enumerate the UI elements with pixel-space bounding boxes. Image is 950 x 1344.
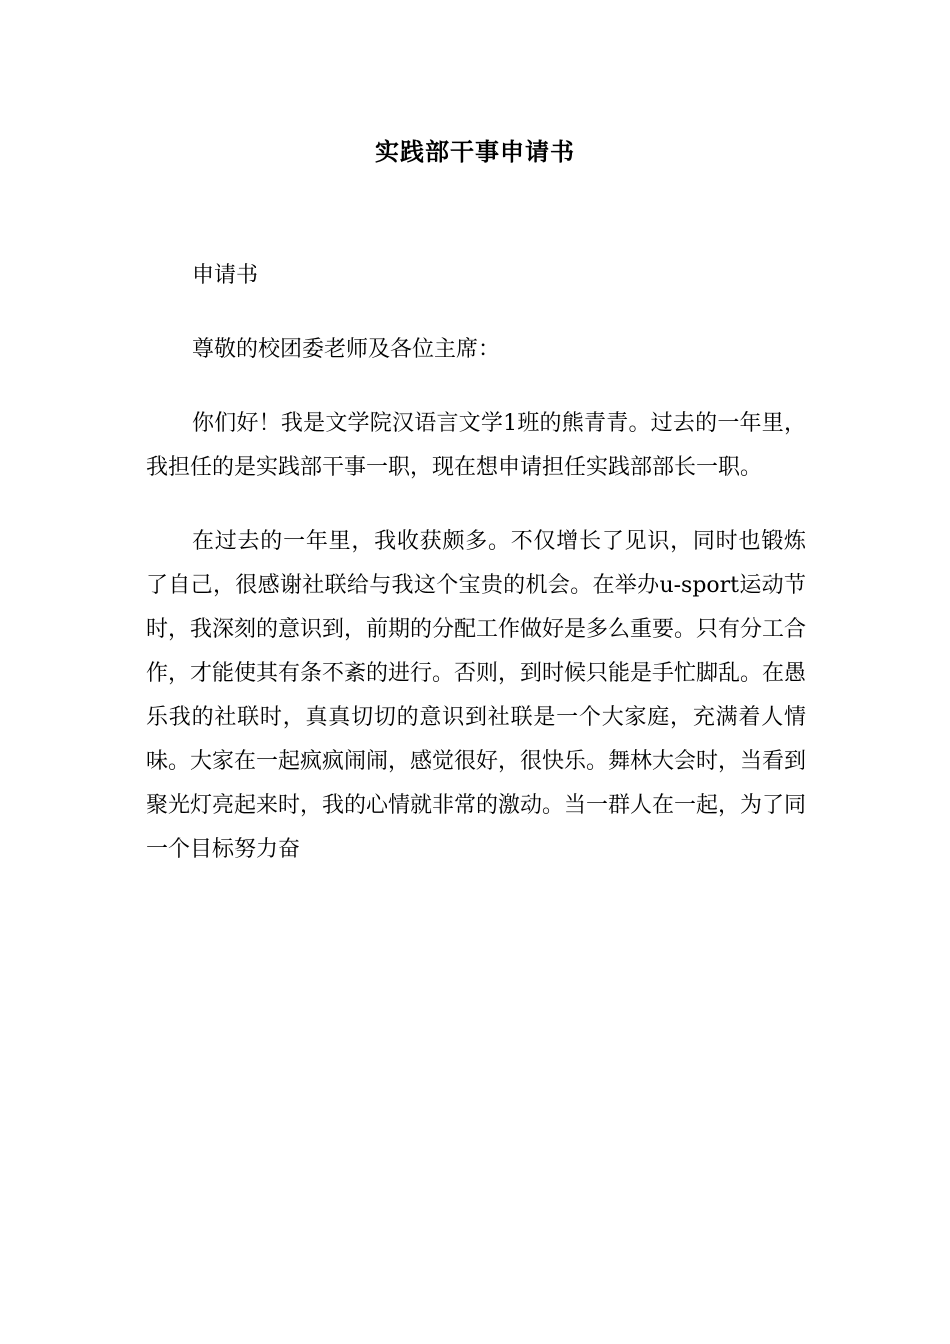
paragraph-introduction: 你们好！我是文学院汉语言文学1班的熊青青。过去的一年里，我担任的是实践部干事一职，现在想申请担任实践部部长一职。 (146, 411, 806, 480)
paragraph-experience: 在过去的一年里，我收获颇多。不仅增长了见识，同时也锻炼了自己，很感谢社联给与我这个宝贵的机会。在举办u-sport运动节时，我深刻的意识到，前期的分配工作做好是多么重要。只有分工合作，才能使其有条不紊的进行。否则，到时候只能是手忙脚乱。在愚乐我的社联时，真真切切的意识到社联是一个大家庭，充满着人情味。大家在一起疯疯闹闹，感觉很好，很快乐。舞林大会时，当看到聚光灯亮起来时，我的心情就非常的激动。当一群人在一起，为了同一个目标努力奋 (146, 529, 807, 862)
document-title: 实践部干事申请书 (375, 137, 575, 166)
document-body (146, 254, 806, 902)
paragraph-salutation: 尊敬的校团委老师及各位主席： (192, 337, 501, 362)
paragraph-heading: 申请书 (192, 263, 259, 288)
